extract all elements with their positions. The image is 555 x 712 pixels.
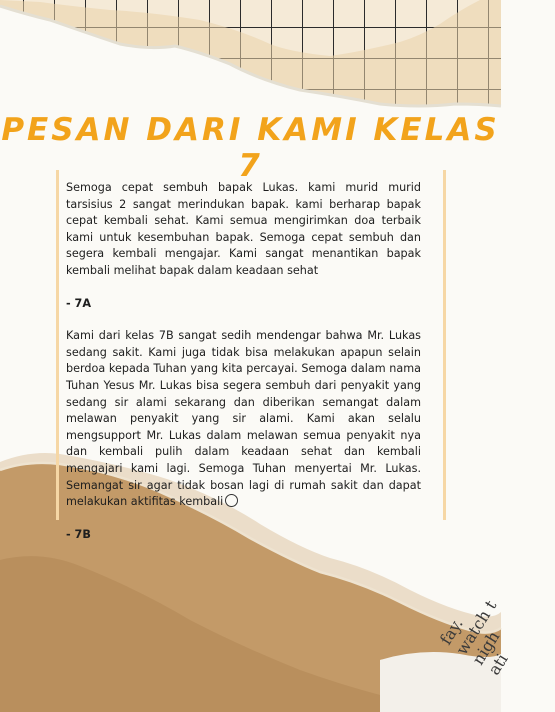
message-7b-text: Kami dari kelas 7B sangat sedih mendengar bahwa Mr. Lukas sedang sakit. Kami juga tidak bisa melakukan apapun selain berdoa kepada Tuhan yang kita percayai. Semoga dalam nama Tuhan Yesus Mr. Lukas bisa segera sembuh dari penyakit yang sedang sir alami sekarang dan diberikan semangat dalam melawan penyakit yang sir alami. Kami akan selalu mengsupport Mr. Lukas dalam melawan semua penyakit nya dan kembali pulih dalam keadaan sehat dan kembali mengajari kami lagi. Semoga Tuhan menyertai Mr. Lukas. Semangat sir agar tidak bosan lagi di rumah sakit dan dapat melakukan aktifitas kembali [66, 329, 421, 509]
page-title: PESAN DARI KAMI KELAS 7 [1, 112, 500, 184]
newsprint-scrap-text: fay. watch t nigh ati [436, 596, 512, 679]
smiling-face-icon [225, 494, 238, 507]
message-body [66, 180, 421, 543]
message-7a-text: Semoga cepat sembuh bapak Lukas. kami murid murid tarsisius 2 sangat merindukan bapak. kami berharap bapak cepat kembali sehat. Kami semua mengirimkan doa terbaik kami untuk kesembuhan bapak. Semoga cepat sembuh dan segera kembali mengajar. Kami sangat menantikan bapak kembali melihat bapak dalam keadaan sehat [66, 181, 421, 277]
message-7a-signature: - 7A [66, 296, 91, 310]
message-7b-paragraph [66, 328, 421, 511]
message-7b-signature: - 7B [66, 527, 91, 541]
